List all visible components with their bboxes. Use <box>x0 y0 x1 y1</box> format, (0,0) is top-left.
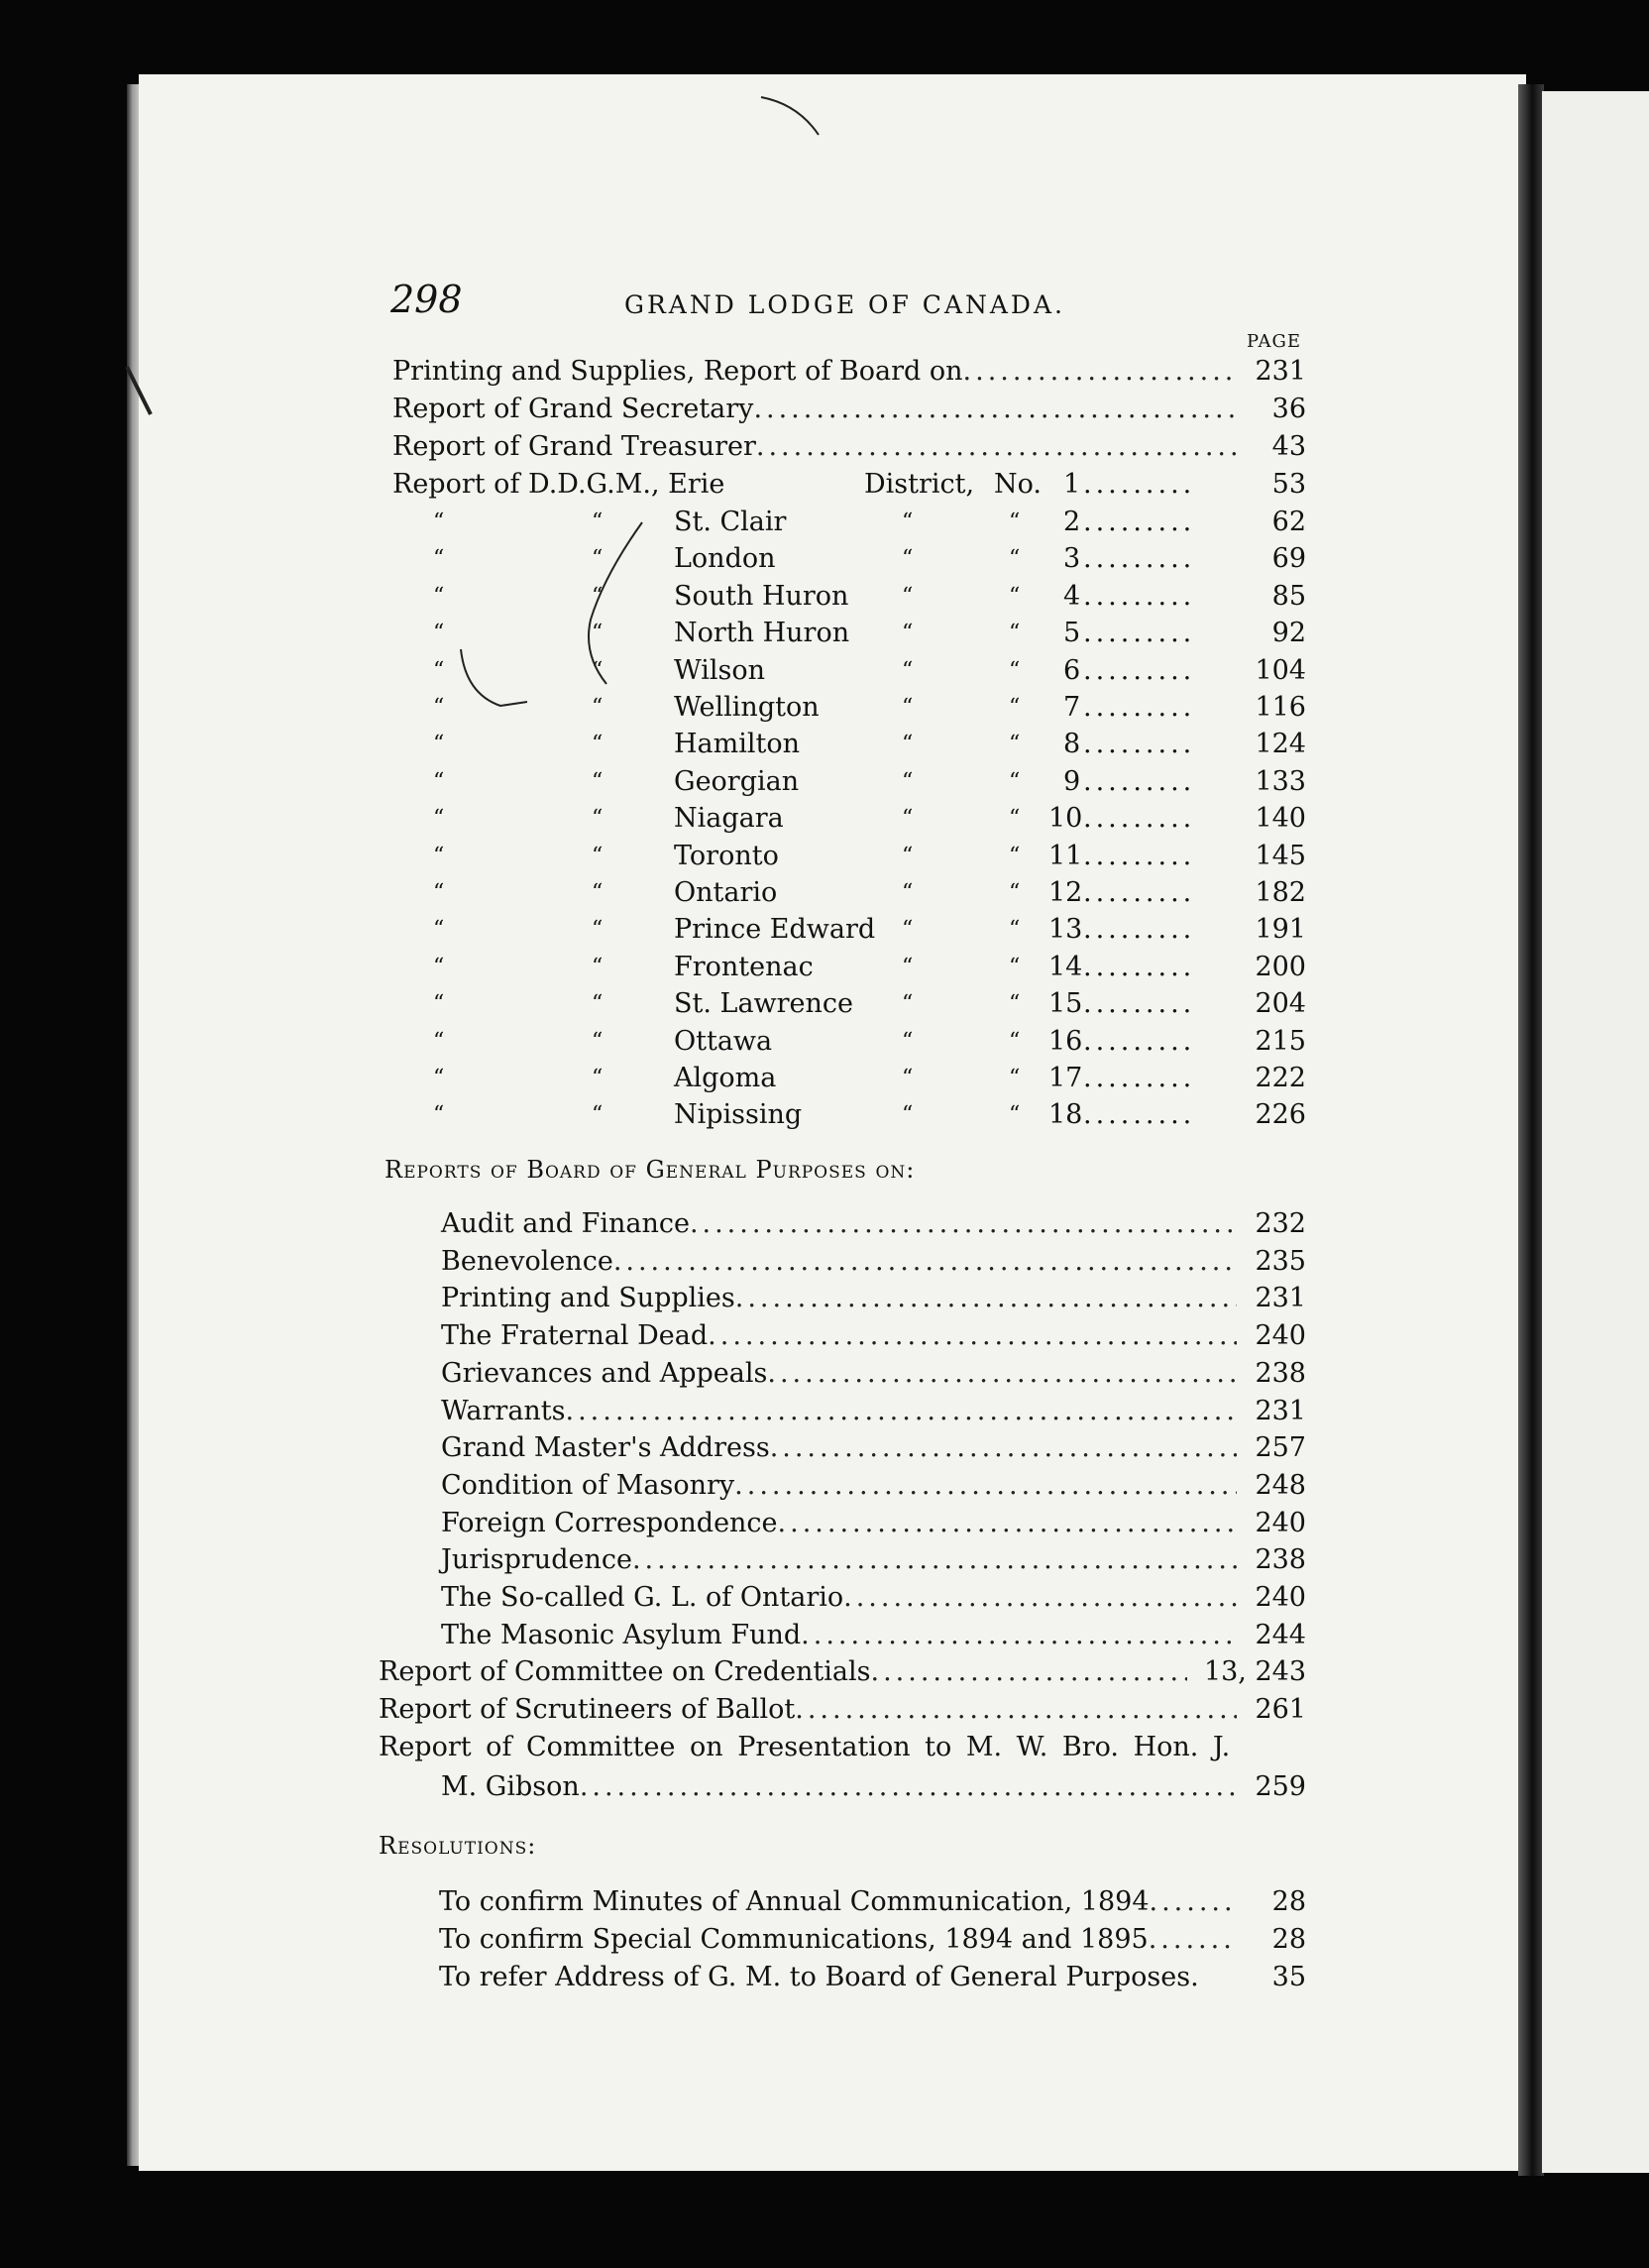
district-number: 1 <box>1063 469 1081 500</box>
district-name: South Huron <box>674 580 849 612</box>
entry-page: 191 <box>1255 914 1306 946</box>
ditto-mark: “ <box>433 621 445 646</box>
ditto-mark: “ <box>433 583 445 609</box>
entry-page: 240 <box>1255 1582 1306 1613</box>
ditto-mark: “ <box>902 843 914 868</box>
ditto-mark: “ <box>433 546 445 572</box>
district-name: North Huron <box>674 618 850 649</box>
entry-label: Foreign Correspondence <box>441 1507 778 1538</box>
dot-leader: ......... <box>1083 1025 1196 1057</box>
district-number: 9 <box>1063 765 1081 797</box>
running-title: GRAND LODGE OF CANADA. <box>624 290 1065 319</box>
ditto-mark: “ <box>592 991 604 1017</box>
ditto-mark: “ <box>433 991 445 1017</box>
ditto-mark: “ <box>1009 768 1021 794</box>
ditto-mark: “ <box>902 917 914 943</box>
district-name: Frontenac <box>674 951 814 982</box>
entry-label: Grievances and Appeals <box>441 1357 768 1389</box>
ditto-mark: “ <box>1009 657 1021 683</box>
district-number: 10 <box>1048 803 1083 835</box>
ditto-mark: “ <box>902 768 914 794</box>
entry-page: 259 <box>1255 1771 1306 1802</box>
page-number: 298 <box>390 278 463 321</box>
district-number: 4 <box>1063 580 1081 612</box>
ditto-mark: “ <box>433 843 445 868</box>
district-number: 17 <box>1048 1063 1083 1093</box>
district-number: 7 <box>1063 692 1081 723</box>
entry-label: To confirm Minutes of Annual Communication, 1894 <box>439 1886 1150 1917</box>
district-number: 2 <box>1063 507 1081 537</box>
dot-leader: ......... <box>1083 654 1196 686</box>
entry-page: 200 <box>1255 951 1306 982</box>
entry-label: Jurisprudence <box>441 1544 632 1576</box>
entry-page: 231 <box>1255 1395 1306 1426</box>
entry-label: Printing and Supplies <box>441 1283 735 1314</box>
district-name: Hamilton <box>674 729 801 760</box>
entry-page: 215 <box>1255 1025 1306 1057</box>
district-name: Prince Edward <box>674 914 876 946</box>
entry-page: 28 <box>1271 1924 1306 1955</box>
entry-page: 35 <box>1271 1962 1306 1992</box>
district-name: Ontario <box>674 877 778 908</box>
district-name: Wellington <box>674 692 820 723</box>
entry-label: Report of Committee on Credentials <box>379 1656 871 1687</box>
entry-page: 238 <box>1255 1544 1306 1576</box>
entry-label: Printing and Supplies, Report of Board on <box>392 356 963 387</box>
ditto-mark: “ <box>433 954 445 979</box>
ditto-mark: “ <box>592 1028 604 1054</box>
entry-page: 53 <box>1271 469 1306 500</box>
district-number: 13 <box>1048 914 1083 946</box>
entry-page: 232 <box>1255 1208 1306 1239</box>
entry-label: Report of Scrutineers of Ballot <box>379 1694 796 1725</box>
dot-leader: ......... <box>1083 840 1196 871</box>
dot-leader: ......... <box>1083 951 1196 982</box>
entry-page: 226 <box>1255 1099 1306 1131</box>
district-number: 11 <box>1048 840 1083 871</box>
entry-page: 235 <box>1255 1245 1306 1277</box>
ditto-mark: “ <box>433 1066 445 1090</box>
entry-page: 124 <box>1255 729 1306 760</box>
ditto-mark: “ <box>592 695 604 720</box>
ditto-mark: “ <box>902 1028 914 1054</box>
entry-label: The Fraternal Dead <box>441 1320 709 1352</box>
entry-label: The So-called G. L. of Ontario <box>441 1582 844 1613</box>
ditto-mark: “ <box>433 917 445 943</box>
dot-leader: ......... <box>1083 1063 1196 1093</box>
entry-page: 204 <box>1255 988 1306 1020</box>
district-name: Georgian <box>674 765 800 797</box>
entry-label: Audit and Finance <box>441 1208 690 1239</box>
ditto-mark: “ <box>433 768 445 794</box>
section-heading: Resolutions: <box>379 1832 537 1860</box>
entry-page: 238 <box>1255 1357 1306 1389</box>
entry-label: To confirm Special Communications, 1894 and 1895 <box>439 1924 1149 1955</box>
dot-leader: ......... <box>1083 988 1196 1020</box>
ditto-mark: “ <box>592 583 604 609</box>
ditto-mark: “ <box>433 657 445 683</box>
entry-label: Grand Master's Address <box>441 1432 770 1464</box>
ditto-mark: “ <box>902 583 914 609</box>
section-heading: Reports of Board of General Purposes on: <box>385 1156 916 1184</box>
district-number: 12 <box>1048 877 1083 908</box>
entry-page: 69 <box>1271 543 1306 575</box>
district-name: Ottawa <box>674 1025 773 1057</box>
entry-page: 240 <box>1255 1507 1306 1538</box>
district-name: Wilson <box>674 654 766 686</box>
district-name: St. Lawrence <box>674 988 854 1020</box>
entry-label: Benevolence <box>441 1245 613 1277</box>
district-name: Toronto <box>674 840 779 871</box>
district-name: London <box>674 543 776 575</box>
ditto-mark: “ <box>902 732 914 757</box>
district-number: 16 <box>1048 1025 1083 1057</box>
ditto-mark: “ <box>902 880 914 905</box>
district-number: 18 <box>1048 1099 1083 1131</box>
ditto-mark: “ <box>592 917 604 943</box>
dot-leader: ......... <box>1083 729 1196 760</box>
ditto-mark: “ <box>1009 1102 1021 1128</box>
no-word: No. <box>994 469 1042 500</box>
entry-page: 257 <box>1255 1432 1306 1464</box>
entry-page: 140 <box>1255 803 1306 835</box>
ditto-mark: “ <box>592 510 604 534</box>
entry-label: M. Gibson <box>441 1771 580 1802</box>
ditto-mark: “ <box>1009 843 1021 868</box>
ditto-mark: “ <box>902 806 914 832</box>
entry-label: To refer Address of G. M. to Board of General Purposes. <box>439 1962 1199 1992</box>
entry-label: Warrants <box>441 1395 566 1426</box>
entry-page: 182 <box>1255 877 1306 908</box>
ditto-mark: “ <box>902 1102 914 1128</box>
district-number: 15 <box>1048 988 1083 1020</box>
entry-page: 104 <box>1255 654 1306 686</box>
dot-leader: ......... <box>1083 914 1196 946</box>
ditto-mark: “ <box>1009 1028 1021 1054</box>
dot-leader: ......... <box>1083 765 1196 797</box>
entry-page: 222 <box>1255 1063 1306 1093</box>
dot-leader: ......... <box>1083 507 1196 537</box>
ditto-mark: “ <box>902 510 914 534</box>
entry-page: 116 <box>1255 692 1306 723</box>
ditto-mark: “ <box>592 843 604 868</box>
district-number: 6 <box>1063 654 1081 686</box>
district-number: 14 <box>1048 951 1083 982</box>
ddgm-label: Report of D.D.G.M., Erie <box>392 469 725 500</box>
entry-page: 231 <box>1255 356 1306 387</box>
ditto-mark: “ <box>433 510 445 534</box>
ditto-mark: “ <box>433 695 445 720</box>
district-name: Algoma <box>674 1063 777 1093</box>
ditto-mark: “ <box>433 1102 445 1128</box>
ditto-mark: “ <box>592 880 604 905</box>
page-column-label: PAGE <box>1247 331 1301 352</box>
ditto-mark: “ <box>592 954 604 979</box>
ditto-mark: “ <box>902 991 914 1017</box>
entry-page: 85 <box>1271 580 1306 612</box>
entry-page: 244 <box>1255 1619 1306 1650</box>
ditto-mark: “ <box>1009 991 1021 1017</box>
ditto-mark: “ <box>1009 1066 1021 1090</box>
ditto-mark: “ <box>902 621 914 646</box>
ditto-mark: “ <box>1009 621 1021 646</box>
ditto-mark: “ <box>1009 806 1021 832</box>
ditto-mark: “ <box>592 732 604 757</box>
dot-leader: ......... <box>1083 1099 1196 1131</box>
ditto-mark: “ <box>592 657 604 683</box>
district-name: Nipissing <box>674 1099 803 1131</box>
entry-page: 145 <box>1255 840 1306 871</box>
ditto-mark: “ <box>1009 732 1021 757</box>
ditto-mark: “ <box>433 880 445 905</box>
ditto-mark: “ <box>1009 954 1021 979</box>
ditto-mark: “ <box>1009 546 1021 572</box>
dot-leader: ......... <box>1083 543 1196 575</box>
ditto-mark: “ <box>592 621 604 646</box>
entry-label: Report of Grand Secretary <box>392 394 754 424</box>
entry-page: 240 <box>1255 1320 1306 1352</box>
presentation-line1: Report of Committee on Presentation to M. W. Bro. Hon. J. <box>379 1732 1231 1762</box>
ditto-mark: “ <box>433 732 445 757</box>
ditto-mark: “ <box>1009 510 1021 534</box>
ditto-mark: “ <box>592 1066 604 1090</box>
ditto-mark: “ <box>592 806 604 832</box>
entry-page: 231 <box>1255 1283 1306 1314</box>
ditto-mark: “ <box>592 768 604 794</box>
entry-page: 92 <box>1271 618 1306 649</box>
entry-label: Condition of Masonry <box>441 1469 735 1501</box>
entry-page: 133 <box>1255 765 1306 797</box>
dot-leader: ......... <box>1083 803 1196 835</box>
district-number: 8 <box>1063 729 1081 760</box>
ditto-mark: “ <box>902 954 914 979</box>
ditto-mark: “ <box>1009 917 1021 943</box>
dot-leader: ......... <box>1083 580 1196 612</box>
district-name: St. Clair <box>674 507 787 537</box>
district-name: Niagara <box>674 803 784 835</box>
dot-leader: ......... <box>1083 692 1196 723</box>
ditto-mark: “ <box>902 695 914 720</box>
district-number: 3 <box>1063 543 1081 575</box>
ditto-mark: “ <box>902 546 914 572</box>
entry-label: Report of Grand Treasurer <box>392 431 756 462</box>
district-number: 5 <box>1063 618 1081 649</box>
ditto-mark: “ <box>1009 880 1021 905</box>
ditto-mark: “ <box>592 1102 604 1128</box>
ditto-mark: “ <box>1009 583 1021 609</box>
dot-leader: ......... <box>1083 877 1196 908</box>
entry-page: 261 <box>1255 1694 1306 1725</box>
dot-leader: ......... <box>1083 469 1196 500</box>
ditto-mark: “ <box>592 546 604 572</box>
entry-page: 43 <box>1271 431 1306 462</box>
ditto-mark: “ <box>902 1066 914 1090</box>
entry-label: The Masonic Asylum Fund <box>441 1619 802 1650</box>
ditto-mark: “ <box>902 657 914 683</box>
ditto-mark: “ <box>1009 695 1021 720</box>
entry-page: 28 <box>1271 1886 1306 1917</box>
entry-page: 62 <box>1271 507 1306 537</box>
entry-page: 13, 243 <box>1203 1656 1306 1687</box>
entry-page: 248 <box>1255 1469 1306 1501</box>
dot-leader: ......... <box>1083 618 1196 649</box>
ditto-mark: “ <box>433 806 445 832</box>
district-word: District, <box>864 469 975 500</box>
ditto-mark: “ <box>433 1028 445 1054</box>
entry-page: 36 <box>1271 394 1306 424</box>
